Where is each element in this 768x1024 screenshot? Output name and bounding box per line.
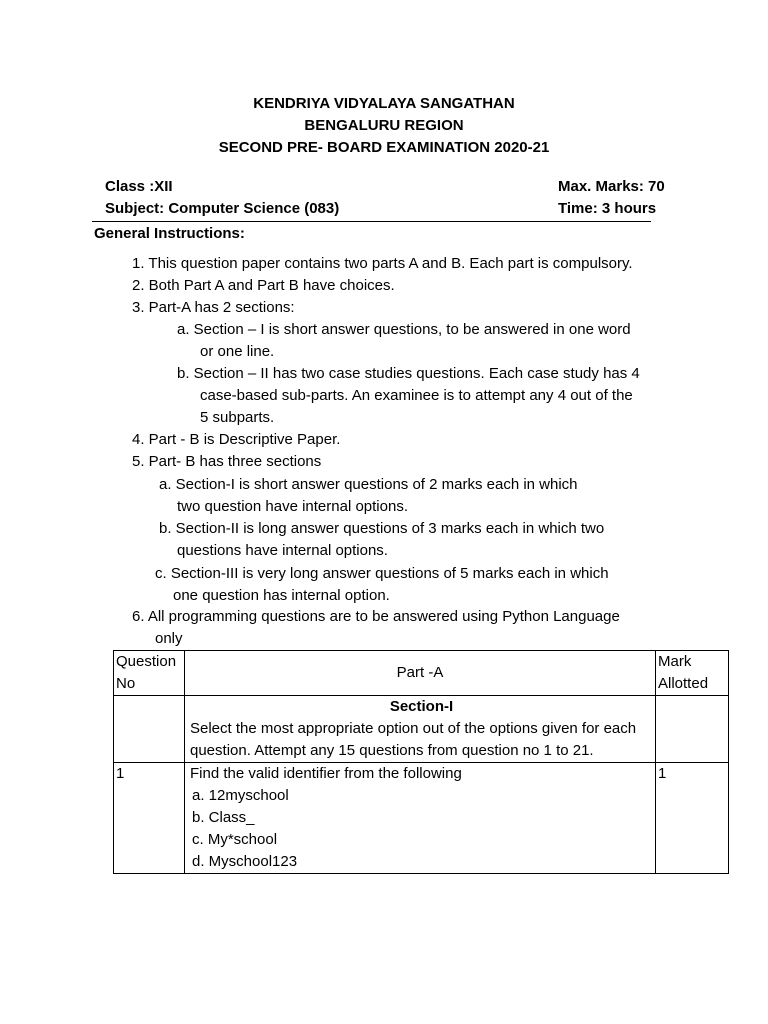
instruction-line: case-based sub-parts. An examinee is to attempt any 4 out of the: [200, 387, 633, 404]
instruction-line: 3. Part-A has 2 sections:: [132, 299, 295, 316]
instruction-line: 6. All programming questions are to be answered using Python Language: [132, 608, 620, 625]
header-divider: [92, 221, 651, 222]
region-title: BENGALURU REGION: [304, 117, 464, 134]
question-table: [113, 650, 729, 874]
part-a-header: Part -A: [185, 651, 656, 696]
table-header-row: [114, 651, 729, 696]
marks-header-line1: Mark: [658, 653, 692, 670]
instruction-line: c. Section-III is very long answer questions of 5 marks each in which: [155, 565, 609, 582]
question-number: 1: [114, 763, 185, 874]
instruction-line: b. Section-II is long answer questions of 3 marks each in which two: [159, 520, 605, 537]
instructions-title: General Instructions:: [94, 225, 245, 242]
instruction-line: only: [155, 630, 183, 647]
instruction-line: a. Section – I is short answer questions, to be answered in one word: [177, 321, 631, 338]
question-text: Find the valid identifier from the following: [190, 765, 462, 782]
question-marks: 1: [656, 763, 729, 874]
marks-header-line2: Allotted: [658, 675, 709, 692]
instruction-line: or one line.: [200, 343, 275, 360]
org-title: KENDRIYA VIDYALAYA SANGATHAN: [253, 95, 515, 112]
marks-header: [656, 651, 729, 696]
section-row-marks: [656, 696, 729, 763]
option-d: d. Myschool123: [192, 853, 298, 870]
section-row-qno: [114, 696, 185, 763]
question-no-header-line2: No: [116, 675, 136, 692]
question-no-header-line1: Question: [116, 653, 177, 670]
instruction-line: 1. This question paper contains two parts A and B. Each part is compulsory.: [132, 255, 633, 272]
instruction-line: 5. Part- B has three sections: [132, 453, 322, 470]
max-marks-label: Max. Marks: 70: [558, 178, 665, 195]
instruction-line: two question have internal options.: [177, 498, 408, 515]
option-a: a. 12myschool: [192, 787, 289, 804]
exam-title: SECOND PRE- BOARD EXAMINATION 2020-21: [218, 139, 550, 156]
instruction-line: 4. Part - B is Descriptive Paper.: [132, 431, 341, 448]
instruction-line: 2. Both Part A and Part B have choices.: [132, 277, 395, 294]
table-row: [114, 763, 729, 874]
instruction-line: questions have internal options.: [177, 542, 388, 559]
subject-label: Subject: Computer Science (083): [105, 200, 340, 217]
section-info: [185, 696, 656, 763]
section-row: [114, 696, 729, 763]
question-no-header: [114, 651, 185, 696]
time-label: Time: 3 hours: [558, 200, 657, 217]
option-b: b. Class_: [192, 809, 255, 826]
option-c: c. My*school: [192, 831, 278, 848]
class-label: Class :XII: [105, 178, 173, 195]
section-title: Section-I: [389, 698, 454, 715]
instruction-line: a. Section-I is short answer questions of 2 marks each in which: [159, 476, 578, 493]
section-text: Select the most appropriate option out of the options given for each question. Attempt any 15 questions from question no 1 to 21.: [190, 720, 637, 759]
instruction-line: one question has internal option.: [173, 587, 390, 604]
instruction-line: b. Section – II has two case studies questions. Each case study has 4: [177, 365, 640, 382]
question-body: [185, 763, 656, 874]
instruction-line: 5 subparts.: [200, 409, 275, 426]
